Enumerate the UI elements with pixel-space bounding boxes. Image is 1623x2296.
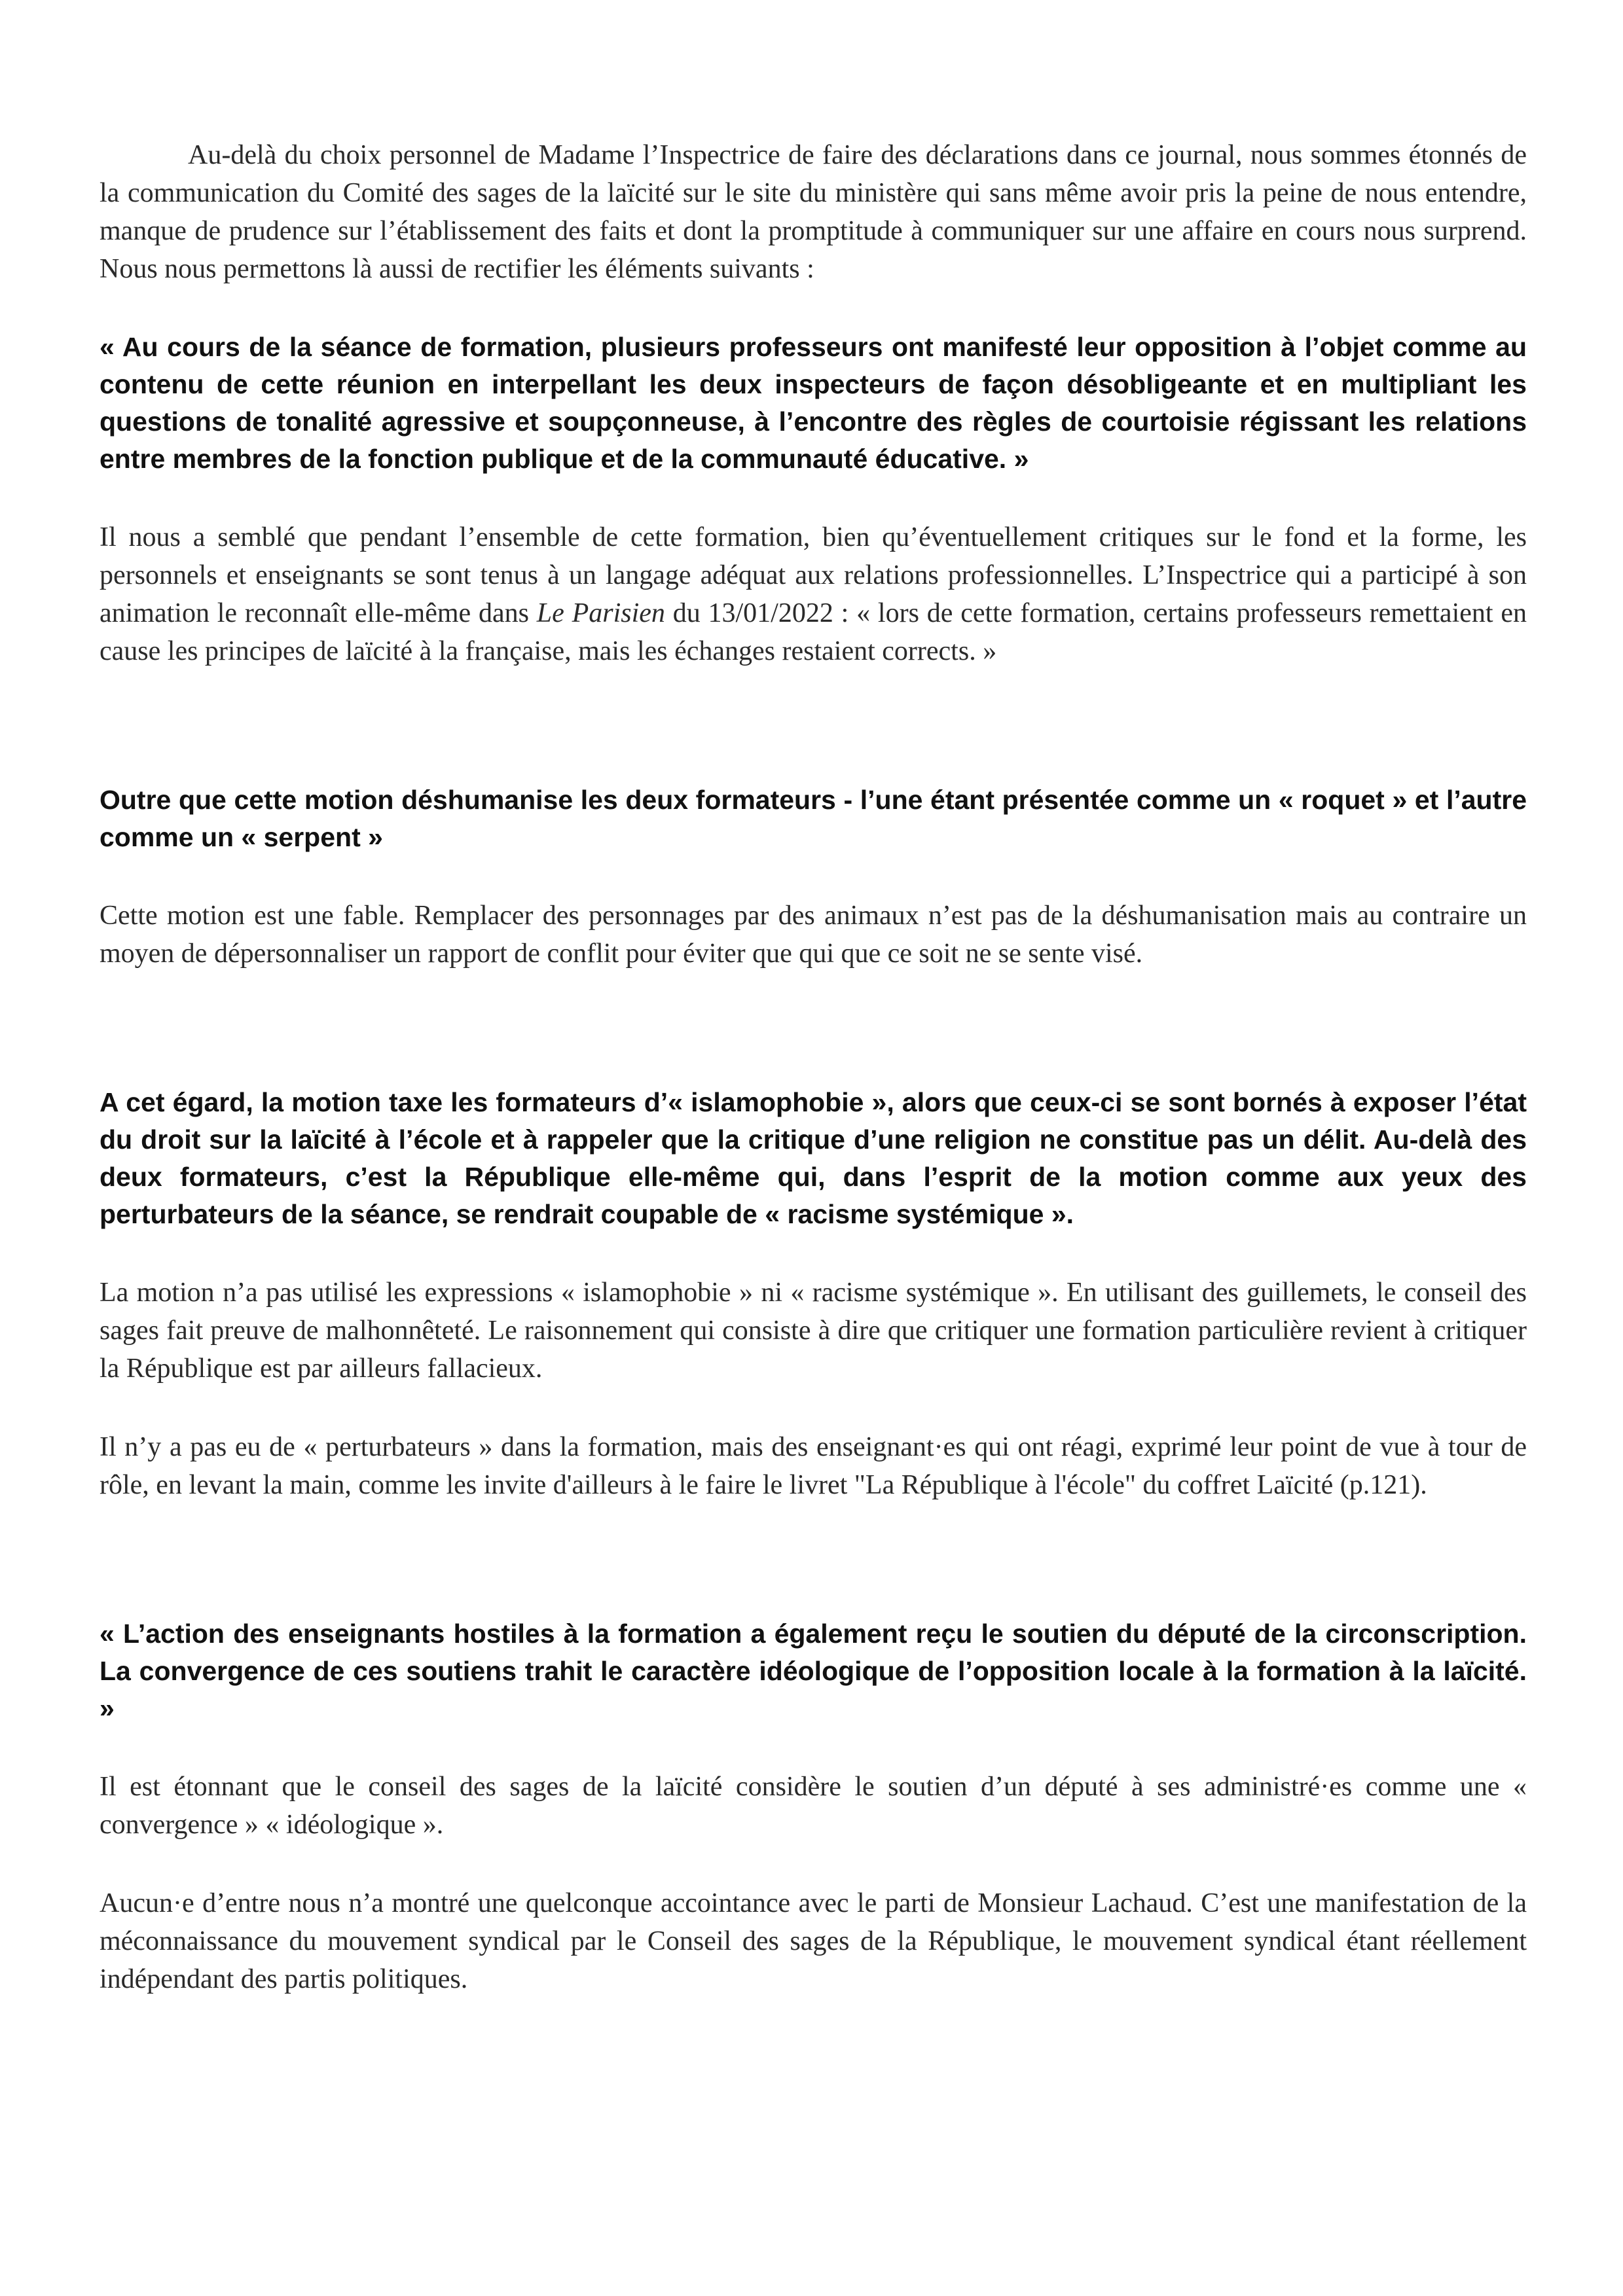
quote-soutien-depute: « L’action des enseignants hostiles à la formation a également reçu le soutien du député de la circonscription. La convergence de ces soutiens trahit le caractère idéologique de l’opposition locale à la formation à la laïcité. » (100, 1619, 1527, 1723)
paragraph-fable: Cette motion est une fable. Remplacer des personnages par des animaux n’est pas de la déshumanisation mais au contraire un moyen de dépersonnaliser un rapport de conflit pour éviter que qui que ce soit ne se sente visé. (100, 901, 1527, 969)
document-body (100, 136, 1527, 1998)
quote-islamophobie: A cet égard, la motion taxe les formateurs d’« islamophobie », alors que ceux-ci se sont bornés à exposer l’état du droit sur la laïcité à l’école et à rappeler que la critique d’une religion ne constitue pas un délit. Au-delà des deux formateurs, c’est la République elle-même qui, dans l’esprit de la motion comme aux yeux des perturbateurs de la séance, se rendrait coupable de « racisme systémique ». (100, 1087, 1527, 1229)
paragraph-convergence: Il est étonnant que le conseil des sages de la laïcité considère le soutien d’un député à ses administré·es comme une « convergence » « idéologique ». (100, 1772, 1527, 1840)
quote-deshumanisation: Outre que cette motion déshumanise les deux formateurs - l’une étant présentée comme un « roquet » et l’autre comme un « serpent » (100, 785, 1527, 852)
paragraph-text: Il nous a semblé que pendant l’ensemble de cette formation, bien qu’éventuellement critiques sur le fond et la forme, les personnels et enseignants se sont tenus à un langage adéquat aux relations professionnelles. L’Inspectrice qui a participé à son animation le reconnaît elle-même dans (100, 522, 1527, 628)
paragraph-mouvement-syndical: Aucun·e d’entre nous n’a montré une quelconque accointance avec le parti de Monsieur Lachaud. C’est une manifestation de la méconnaissance du mouvement syndical par le Conseil des sages de la République, le mouvement syndical étant réellement indépendant des partis politiques. (100, 1888, 1527, 1994)
paragraph-langage-adequat (100, 518, 1527, 670)
paragraph-intro: Au-delà du choix personnel de Madame l’Inspectrice de faire des déclarations dans ce journal, nous sommes étonnés de la communication du Comité des sages de la laïcité sur le site du ministère qui sans même avoir pris la peine de nous entendre, manque de prudence sur l’établissement des faits et dont la promptitude à communiquer sur une affaire en cours nous surprend. Nous nous permettons là aussi de rectifier les éléments suivants : (100, 140, 1527, 284)
quote-seance-formation: « Au cours de la séance de formation, plusieurs professeurs ont manifesté leur opposition à l’objet comme au contenu de cette réunion en interpellant les deux inspecteurs de façon désobligeante et en multipliant les questions de tonalité agressive et soupçonneuse, à l’encontre des règles de courtoisie régissant les relations entre membres de la fonction publique et de la communauté éducative. » (100, 332, 1527, 474)
paragraph-guillemets: La motion n’a pas utilisé les expressions « islamophobie » ni « racisme systémique ». En utilisant des guillemets, le conseil des sages fait preuve de malhonnêteté. Le raisonnement qui consiste à dire que critiquer une formation particulière revient à critiquer la République est par ailleurs fallacieux. (100, 1278, 1527, 1384)
newspaper-title: Le Parisien (536, 598, 665, 628)
paragraph-text: du 13/01/2022 : « lors de cette formation, certains professeurs remettaient en cause les principes de laïcité à la française, mais les échanges restaient corrects. » (100, 598, 1527, 666)
paragraph-perturbateurs: Il n’y a pas eu de « perturbateurs » dans la formation, mais des enseignant·es qui ont réagi, exprimé leur point de vue à tour de rôle, en levant la main, comme les invite d'ailleurs à le faire le livret "La République à l'école" du coffret Laïcité (p.121). (100, 1432, 1527, 1500)
